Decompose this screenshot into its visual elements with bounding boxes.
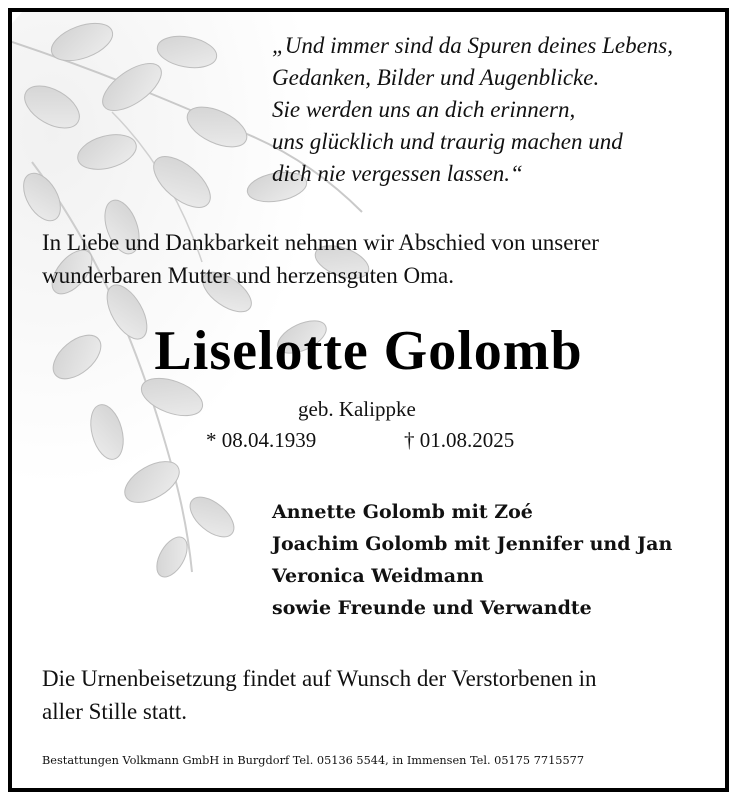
mourners-list [272,496,712,624]
burial-note [42,662,702,728]
poem-line: „Und immer sind da Spuren deines Lebens, [272,33,673,58]
intro-line: In Liebe und Dankbarkeit nehmen wir Abschied von unserer [42,230,599,255]
burial-note-line: aller Stille statt. [42,699,187,724]
memorial-poem [272,30,712,190]
mourner-line: Veronica Weidmann [272,565,484,587]
poem-line: Sie werden uns an dich erinnern, [272,97,576,122]
birth-date: * 08.04.1939 [206,428,317,452]
mourner-line: Annette Golomb mit Zoé [272,501,533,523]
obituary-notice [8,8,729,792]
poem-line: dich nie vergessen lassen.“ [272,161,523,186]
intro-line: wunderbaren Mutter und herzensguten Oma. [42,263,454,288]
undertaker-contact: Bestattungen Volkmann GmbH in Burgdorf Tel. 05136 5544, in Immensen Tel. 05175 7715577 [42,754,585,767]
farewell-intro [42,226,702,292]
maiden-name: geb. Kalippke [298,397,416,421]
poem-line: Gedanken, Bilder und Augenblicke. [272,65,600,90]
mourner-line: sowie Freunde und Verwandte [272,597,592,619]
burial-note-line: Die Urnenbeisetzung findet auf Wunsch der Verstorbenen in [42,666,597,691]
mourner-line: Joachim Golomb mit Jennifer und Jan [272,533,673,555]
deceased-name: Liselotte Golomb [154,320,583,382]
poem-line: uns glücklich und traurig machen und [272,129,623,154]
death-date: † 01.08.2025 [404,428,515,452]
